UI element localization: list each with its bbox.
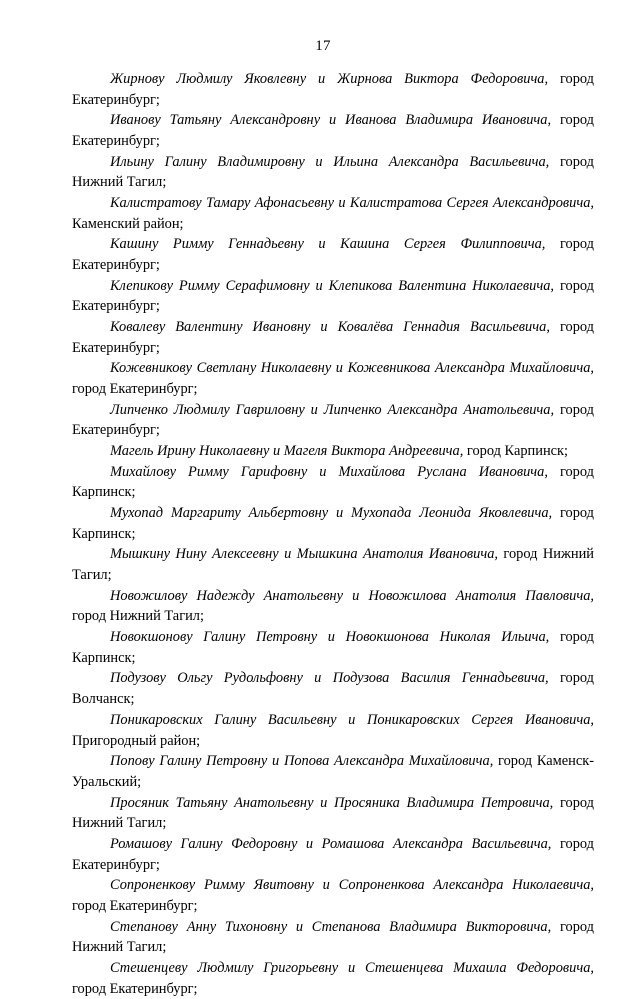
list-item xyxy=(72,234,618,275)
entry-place: город Карпинск; xyxy=(72,463,594,501)
entry-names: Мышкину Нину Алексеевну и Мышкина Анатолия Ивановича, xyxy=(110,546,499,563)
entry-names: Михайлову Римму Гарифовну и Михайлова Руслана Ивановича, xyxy=(110,463,548,480)
entry-place: город Екатеринбург; xyxy=(72,381,198,398)
list-item xyxy=(72,358,618,399)
entry-place: город Нижний Тагил; xyxy=(72,153,594,191)
entry-place: город Екатеринбург; xyxy=(72,897,198,914)
entry-names: Кожевникову Светлану Николаевну и Кожевникова Александра Михайловича, xyxy=(110,360,594,377)
entry-place: город Екатеринбург; xyxy=(72,401,594,439)
entry-place: город Нижний Тагил; xyxy=(72,608,204,625)
entry-names: Ильину Галину Владимировну и Ильина Александра Васильевича, xyxy=(110,153,550,170)
entry-place: город Екатеринбург; xyxy=(72,277,594,315)
entry-place: город Нижний Тагил; xyxy=(72,794,594,832)
entry-place: город Карпинск; xyxy=(72,505,594,542)
list-item xyxy=(72,462,618,503)
list-item xyxy=(72,152,618,193)
document-body xyxy=(72,69,618,999)
entry-names: Ромашову Галину Федоровну и Ромашова Александра Васильевича, xyxy=(110,835,552,852)
list-item xyxy=(72,668,618,709)
list-item xyxy=(72,193,618,234)
entry-names: Новокшонову Галину Петровну и Новокшонова Николая Ильича, xyxy=(110,629,550,646)
entry-place: Каменский район; xyxy=(72,215,184,232)
list-item xyxy=(72,400,618,441)
list-item xyxy=(72,317,618,358)
list-item xyxy=(72,586,618,627)
entry-place: город Карпинск; xyxy=(463,443,569,460)
list-item xyxy=(72,503,618,544)
list-item xyxy=(72,875,618,916)
page-number: 17 xyxy=(315,38,331,54)
entry-place: город Екатеринбург; xyxy=(72,980,198,997)
entry-names: Мухопад Маргариту Альбертовну и Мухопада Леонида Яковлевича, xyxy=(110,505,553,522)
entry-place: город Нижний Тагил; xyxy=(72,546,595,584)
entry-place: город Екатеринбург; xyxy=(72,112,594,150)
entry-names: Попову Галину Петровну и Попова Александра Михайловича, xyxy=(110,753,494,770)
entry-names: Иванову Татьяну Александровну и Иванова Владимира Ивановича, xyxy=(110,112,552,129)
list-item xyxy=(72,958,618,999)
list-item xyxy=(72,917,618,958)
entry-names: Липченко Людмилу Гавриловну и Липченко Александра Анатольевича, xyxy=(110,401,555,418)
entry-place: Пригородный район; xyxy=(72,732,201,749)
entry-names: Подузову Ольгу Рудольфовну и Подузова Василия Геннадьевича, xyxy=(110,670,549,687)
entry-place: город Карпинск; xyxy=(72,629,594,666)
entry-names: Степанову Анну Тихоновну и Степанова Владимира Викторовича, xyxy=(110,918,552,935)
entry-names: Поникаровских Галину Васильевну и Поникаровских Сергея Ивановича, xyxy=(110,711,594,728)
entry-names: Клепикову Римму Серафимовну и Клепикова Валентина Николаевича, xyxy=(110,277,555,294)
list-item xyxy=(72,441,618,462)
list-item xyxy=(72,710,618,751)
entry-names: Магель Ирину Николаевну и Магеля Виктора Андреевича, xyxy=(110,443,464,460)
entry-place: город Екатеринбург; xyxy=(72,236,594,274)
entry-place: город Каменск-Уральский; xyxy=(72,753,594,790)
entry-place: город Екатеринбург; xyxy=(72,71,595,108)
list-item xyxy=(72,110,618,151)
entry-names: Сопроненкову Римму Явитовну и Сопроненкова Александра Николаевича, xyxy=(110,877,594,894)
entry-names: Кашину Римму Геннадьевну и Кашина Сергея Филипповича, xyxy=(110,236,546,253)
entry-names: Стешенцеву Людмилу Григорьевну и Стешенцева Михаила Федоровича, xyxy=(110,959,594,976)
list-item xyxy=(72,544,618,585)
entry-names: Калистратову Тамару Афонасьевну и Калистратова Сергея Александровича, xyxy=(110,195,594,212)
list-item xyxy=(72,834,618,875)
entry-place: город Нижний Тагил; xyxy=(72,918,594,956)
entry-place: город Екатеринбург; xyxy=(72,835,595,873)
list-item xyxy=(72,627,618,668)
entry-names: Жирнову Людмилу Яковлевну и Жирнова Виктора Федоровича, xyxy=(110,71,549,87)
list-item xyxy=(72,69,618,110)
list-item xyxy=(72,751,618,792)
entry-names: Просяник Татьяну Анатольевну и Просяника Владимира Петровича, xyxy=(110,794,554,811)
entry-names: Ковалеву Валентину Ивановну и Ковалёва Геннадия Васильевича, xyxy=(110,319,550,336)
entry-place: город Волчанск; xyxy=(72,670,594,708)
list-item xyxy=(72,276,618,317)
entry-place: город Екатеринбург; xyxy=(72,319,594,356)
list-item xyxy=(72,793,618,834)
entry-names: Новожилову Надежду Анатольевну и Новожилова Анатолия Павловича, xyxy=(110,587,594,604)
